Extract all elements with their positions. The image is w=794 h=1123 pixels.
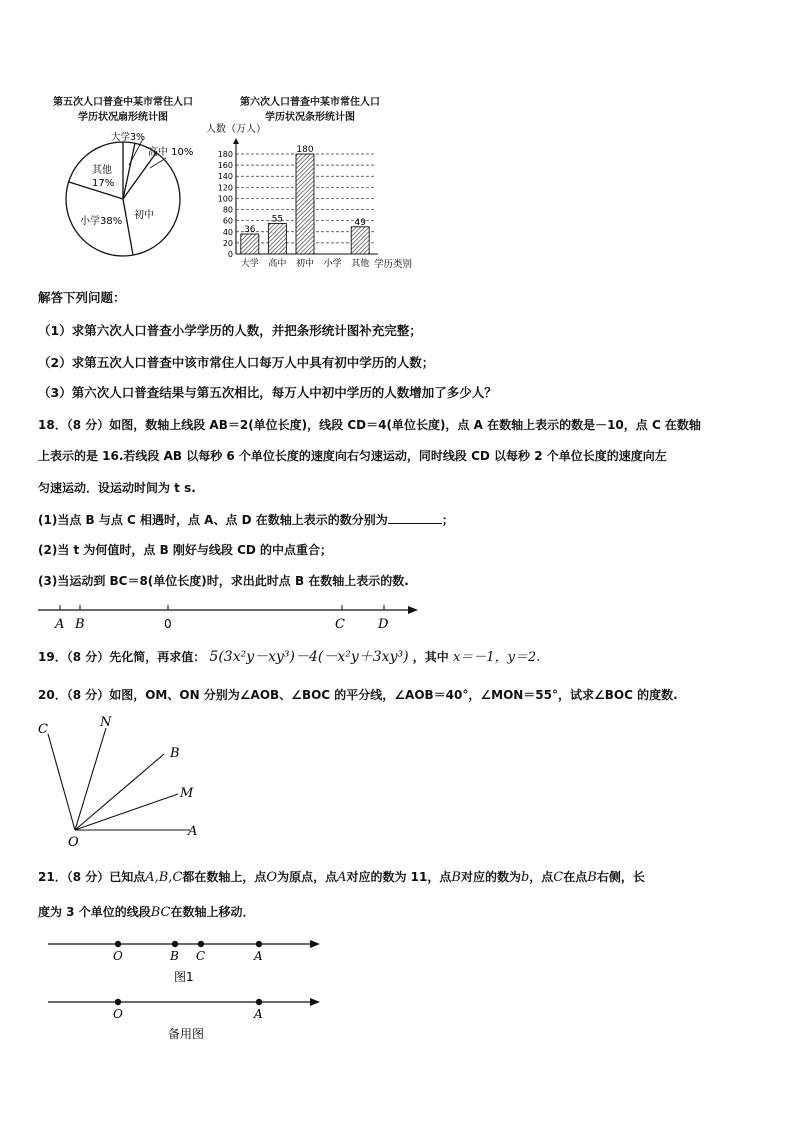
angle-label-A: A — [188, 824, 198, 839]
pie-label-other-name: 其他 — [92, 165, 112, 176]
fig1-label-B: B — [170, 949, 179, 963]
nl18-label-A: A — [55, 617, 65, 632]
spare-label-O: O — [113, 1007, 123, 1021]
bar-category-label: 大学 — [240, 259, 259, 269]
nl18-label-zero: 0 — [164, 617, 172, 631]
fig1-caption: 图1 — [174, 970, 194, 984]
q21-stem-line1 — [38, 869, 645, 886]
q21-text: 右侧，长 — [596, 870, 645, 884]
q21-math: B — [587, 870, 597, 885]
bar-value-label: 180 — [296, 145, 314, 155]
pie-title-line1: 第五次人口普查中某市常住人口 — [53, 97, 193, 108]
number-line-q21-spare — [40, 990, 330, 1046]
bar-value-label: 36 — [244, 225, 256, 235]
bar-chart — [200, 120, 430, 272]
q18-part1-text: (1)当点 B 与点 C 相遇时，点 A、点 D 在数轴上表示的数分别为 — [38, 513, 388, 527]
q21-math: C — [553, 870, 564, 885]
bar-0 — [241, 234, 259, 254]
q21-text: ，点 — [529, 870, 554, 884]
bar-y-tick-label: 160 — [217, 161, 233, 171]
q19-prefix: 19．（8 分）先化简，再求值： — [38, 650, 206, 664]
bar-y-tick-label: 120 — [217, 183, 233, 193]
q17-part1: （1）求第六次人口普查小学学历的人数，并把条形统计图补充完整； — [38, 323, 422, 338]
bar-y-axis-label: 人数（万人） — [206, 124, 266, 135]
angle-label-B: B — [170, 746, 180, 761]
q18-part2: (2)当 t 为何值时，点 B 刚好与线段 CD 的中点重合； — [38, 543, 333, 557]
bar-1 — [268, 223, 286, 254]
fig1-label-O: O — [113, 949, 123, 963]
bar-category-label: 高中 — [268, 259, 287, 269]
q18-stem-line1: 18．（8 分）如图，数轴上线段 AB＝2(单位长度)，线段 CD＝4(单位长度)，点 A 在数轴上表示的数是－10，点 C 在数轴 — [38, 418, 701, 432]
angle-label-M: M — [180, 786, 194, 801]
pie-label-junior: 初中 — [134, 210, 154, 221]
bar-category-label: 其他 — [351, 259, 370, 269]
fig1-label-A: A — [254, 949, 263, 963]
q17-part3: （3）第六次人口普查结果与第五次相比，每万人中初中学历的人数增加了多少人？ — [38, 385, 497, 400]
q21-text: 在点 — [563, 870, 588, 884]
q18-part1 — [38, 511, 454, 528]
fig1-label-C: C — [196, 949, 206, 963]
bar-value-label: 49 — [354, 217, 366, 228]
angle-label-O: O — [68, 835, 79, 850]
bar-y-tick-label: 100 — [217, 194, 233, 204]
pie-label-high-school: 高中 10% — [148, 147, 194, 158]
bar-y-tick-label: 20 — [222, 238, 233, 248]
bar-y-tick-label: 60 — [222, 216, 233, 226]
q20-stem: 20．（8 分）如图，OM、ON 分别为∠AOB、∠BOC 的平分线，∠AOB＝40°，∠MON＝55°，试求∠BOC 的度数. — [38, 688, 678, 702]
q19-mid: ，其中 — [412, 650, 449, 664]
pie-label-university: 大学3% — [111, 132, 146, 143]
q21-text: 对应的数为 — [460, 870, 521, 884]
bar-2 — [296, 154, 314, 254]
q21-math: A,B,C — [145, 870, 183, 885]
bar-4 — [351, 227, 369, 254]
bar-y-tick-label: 140 — [217, 172, 233, 182]
angle-label-N: N — [100, 715, 112, 730]
nl18-label-D: D — [378, 617, 389, 632]
bar-value-label: 55 — [271, 214, 284, 225]
bar-y-tick-label: 0 — [227, 250, 233, 259]
q19-condition: x＝－1，y＝2. — [452, 650, 541, 665]
spare-caption: 备用图 — [168, 1027, 205, 1041]
q21-text: 都在数轴上，点 — [182, 870, 267, 884]
bar-y-axis-arrow — [233, 138, 239, 144]
nl18-label-B: B — [75, 617, 85, 632]
q21-text: 21．（8 分）已知点 — [38, 870, 146, 884]
q21-text: 为原点，点 — [277, 870, 338, 884]
bar-y-tick-label: 80 — [222, 205, 233, 215]
q19-expression: 5(3x²y－xy³)－4(－x²y＋3xy³) — [209, 649, 409, 665]
q17-intro: 解答下列问题： — [38, 290, 126, 305]
pie-chart-title — [48, 95, 198, 125]
q21-math: b — [520, 870, 530, 885]
q17-part2: （2）求第五次人口普查中该市常住人口每万人中具有初中学历的人数； — [38, 355, 435, 370]
pie-title-line2: 学历状况扇形统计图 — [78, 112, 168, 123]
nl18-label-C: C — [335, 617, 345, 632]
bar-category-label: 初中 — [295, 259, 315, 269]
number-line-q18 — [30, 598, 430, 632]
bar-title-line1: 第六次人口普查中某市常住人口 — [240, 97, 380, 108]
q18-part3: (3)当运动到 BC＝8(单位长度)时，求出此时点 B 在数轴上表示的数. — [38, 574, 409, 588]
q21-math: A — [337, 870, 347, 885]
angle-figure-q20 — [30, 712, 220, 850]
q21-math: B — [451, 870, 461, 885]
angle-label-C: C — [38, 722, 48, 737]
bar-y-tick-label: 40 — [222, 227, 233, 237]
q18-stem-line3: 匀速运动．设运动时间为 t s. — [38, 481, 196, 495]
q19 — [38, 649, 540, 666]
q21-text: 对应的数为 11，点 — [346, 870, 452, 884]
q21-text: 度为 3 个单位的线段 — [38, 905, 151, 919]
pie-label-other-pct: 17% — [92, 178, 115, 189]
bar-x-axis-label: 学历类别 — [374, 259, 413, 270]
spare-label-A: A — [254, 1007, 263, 1021]
bar-category-label: 小学 — [323, 259, 342, 269]
bar-y-tick-label: 180 — [217, 150, 233, 159]
q21-math: O — [266, 870, 278, 885]
q21-math: BC — [150, 905, 171, 920]
q18-stem-line2: 上表示的是 16.若线段 AB 以每秒 6 个单位长度的速度向右匀速运动，同时线段 CD 以每秒 2 个单位长度的速度向左 — [38, 449, 667, 463]
pie-chart — [60, 128, 200, 258]
pie-label-primary: 小学38% — [80, 216, 123, 227]
q18-part1-end: ； — [441, 513, 454, 527]
q21-stem-line2 — [38, 904, 254, 921]
answer-blank — [388, 511, 442, 524]
number-line-q21-fig1 — [40, 932, 330, 984]
bar-title-line2: 学历状况条形统计图 — [265, 112, 355, 123]
q21-text: 在数轴上移动． — [170, 905, 255, 919]
